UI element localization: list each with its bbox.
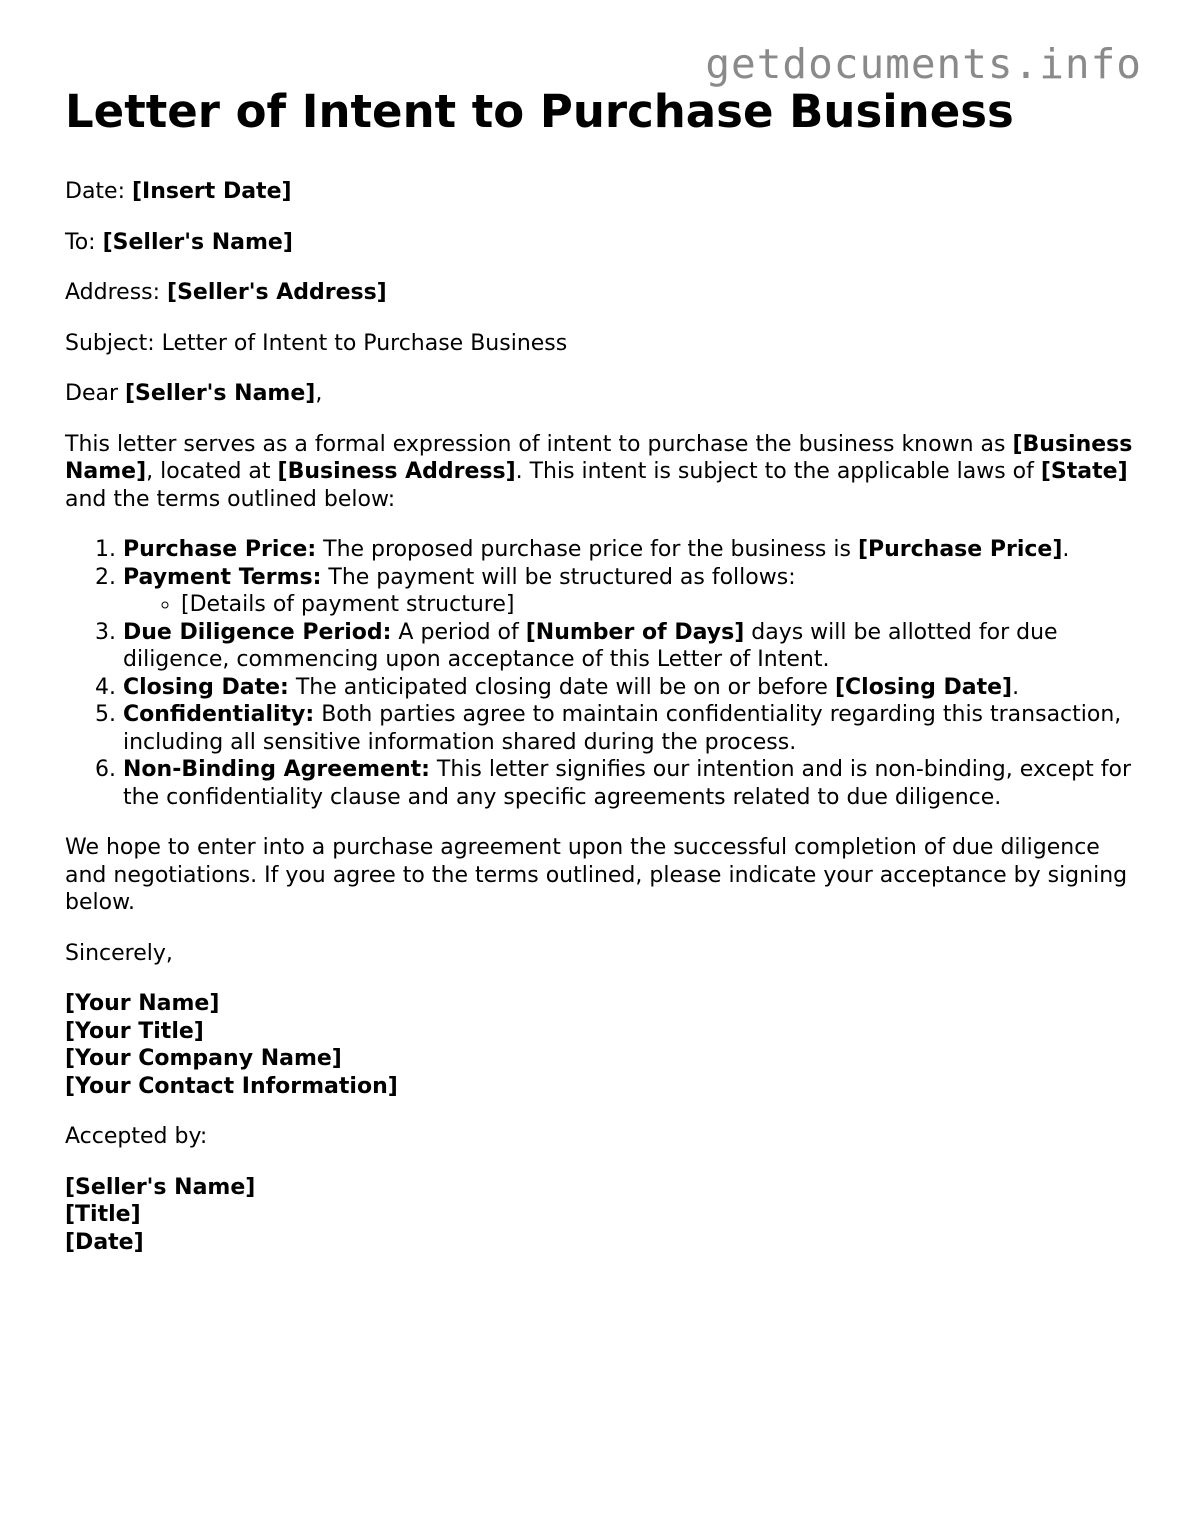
sender-company: [Your Company Name] [65,1046,342,1071]
acceptor-block [65,1174,1135,1257]
list-item: ◦ [Details of payment structure] [181,591,1135,619]
term-due-diligence: 3. Due Diligence Period: A period of [Number of Days] days will be allotted for due diligence, commencing upon acceptance of this Letter of Intent. [123,619,1135,674]
sender-name: [Your Name] [65,991,220,1016]
accepted-by-label: Accepted by: [65,1124,208,1149]
acceptor-title: [Title] [65,1202,141,1227]
to-line: To: [Seller's Name] [65,229,293,255]
date-line: Date: [Insert Date] [65,179,292,204]
business-name-placeholder: [Business Name] [65,431,1133,484]
subject-line: Subject: Letter of Intent to Purchase Business [65,330,568,356]
salutation: Dear [Seller's Name], [65,381,323,406]
term-payment-terms: 2. Payment Terms: The payment will be structured as follows: ◦ [Details of payment structure] [123,564,1135,619]
sign-off: Sincerely, [65,940,173,966]
seller-name-placeholder: [Seller's Name] [102,229,293,255]
intro-paragraph: This letter serves as a formal expression of intent to purchase the business known as [Business Name], located at [Business Address]. This intent is subject to the applicable laws of [State] and the terms outlined below: [65,431,1133,512]
sender-contact: [Your Contact Information] [65,1073,398,1099]
term-purchase-price: 1. Purchase Price: The proposed purchase price for the business is [Purchase Price]. [123,536,1135,564]
seller-address-placeholder: [Seller's Address] [167,280,387,305]
page-title: Letter of Intent to Purchase Business [65,85,1014,138]
watermark: getdocuments.info [705,40,1142,88]
terms-list [65,536,1135,811]
term-closing-date: 4. Closing Date: The anticipated closing date will be on or before [Closing Date]. [123,674,1135,702]
acceptor-name: [Seller's Name] [65,1174,256,1200]
sender-block [65,990,1135,1100]
letter-document [65,84,1135,1279]
date-placeholder: [Insert Date] [132,179,292,204]
acceptor-date: [Date] [65,1229,144,1255]
payment-sub-list [123,591,1135,619]
business-address-placeholder: [Business Address] [277,459,516,484]
address-line: Address: [Seller's Address] [65,280,387,305]
term-confidentiality: 5. Confidentiality: Both parties agree to maintain confidentiality regarding this transaction, including all sensitive information shared during the process. [123,701,1135,756]
sender-title: [Your Title] [65,1018,204,1044]
state-placeholder: [State] [1040,459,1128,484]
closing-paragraph: We hope to enter into a purchase agreement upon the successful completion of due diligence and negotiations. If you agree to the terms outlined, please indicate your acceptance by signing below. [65,835,1128,915]
term-non-binding: 6. Non-Binding Agreement: This letter signifies our intention and is non-binding, except for the confidentiality clause and any specific agreements related to due diligence. [123,756,1135,811]
